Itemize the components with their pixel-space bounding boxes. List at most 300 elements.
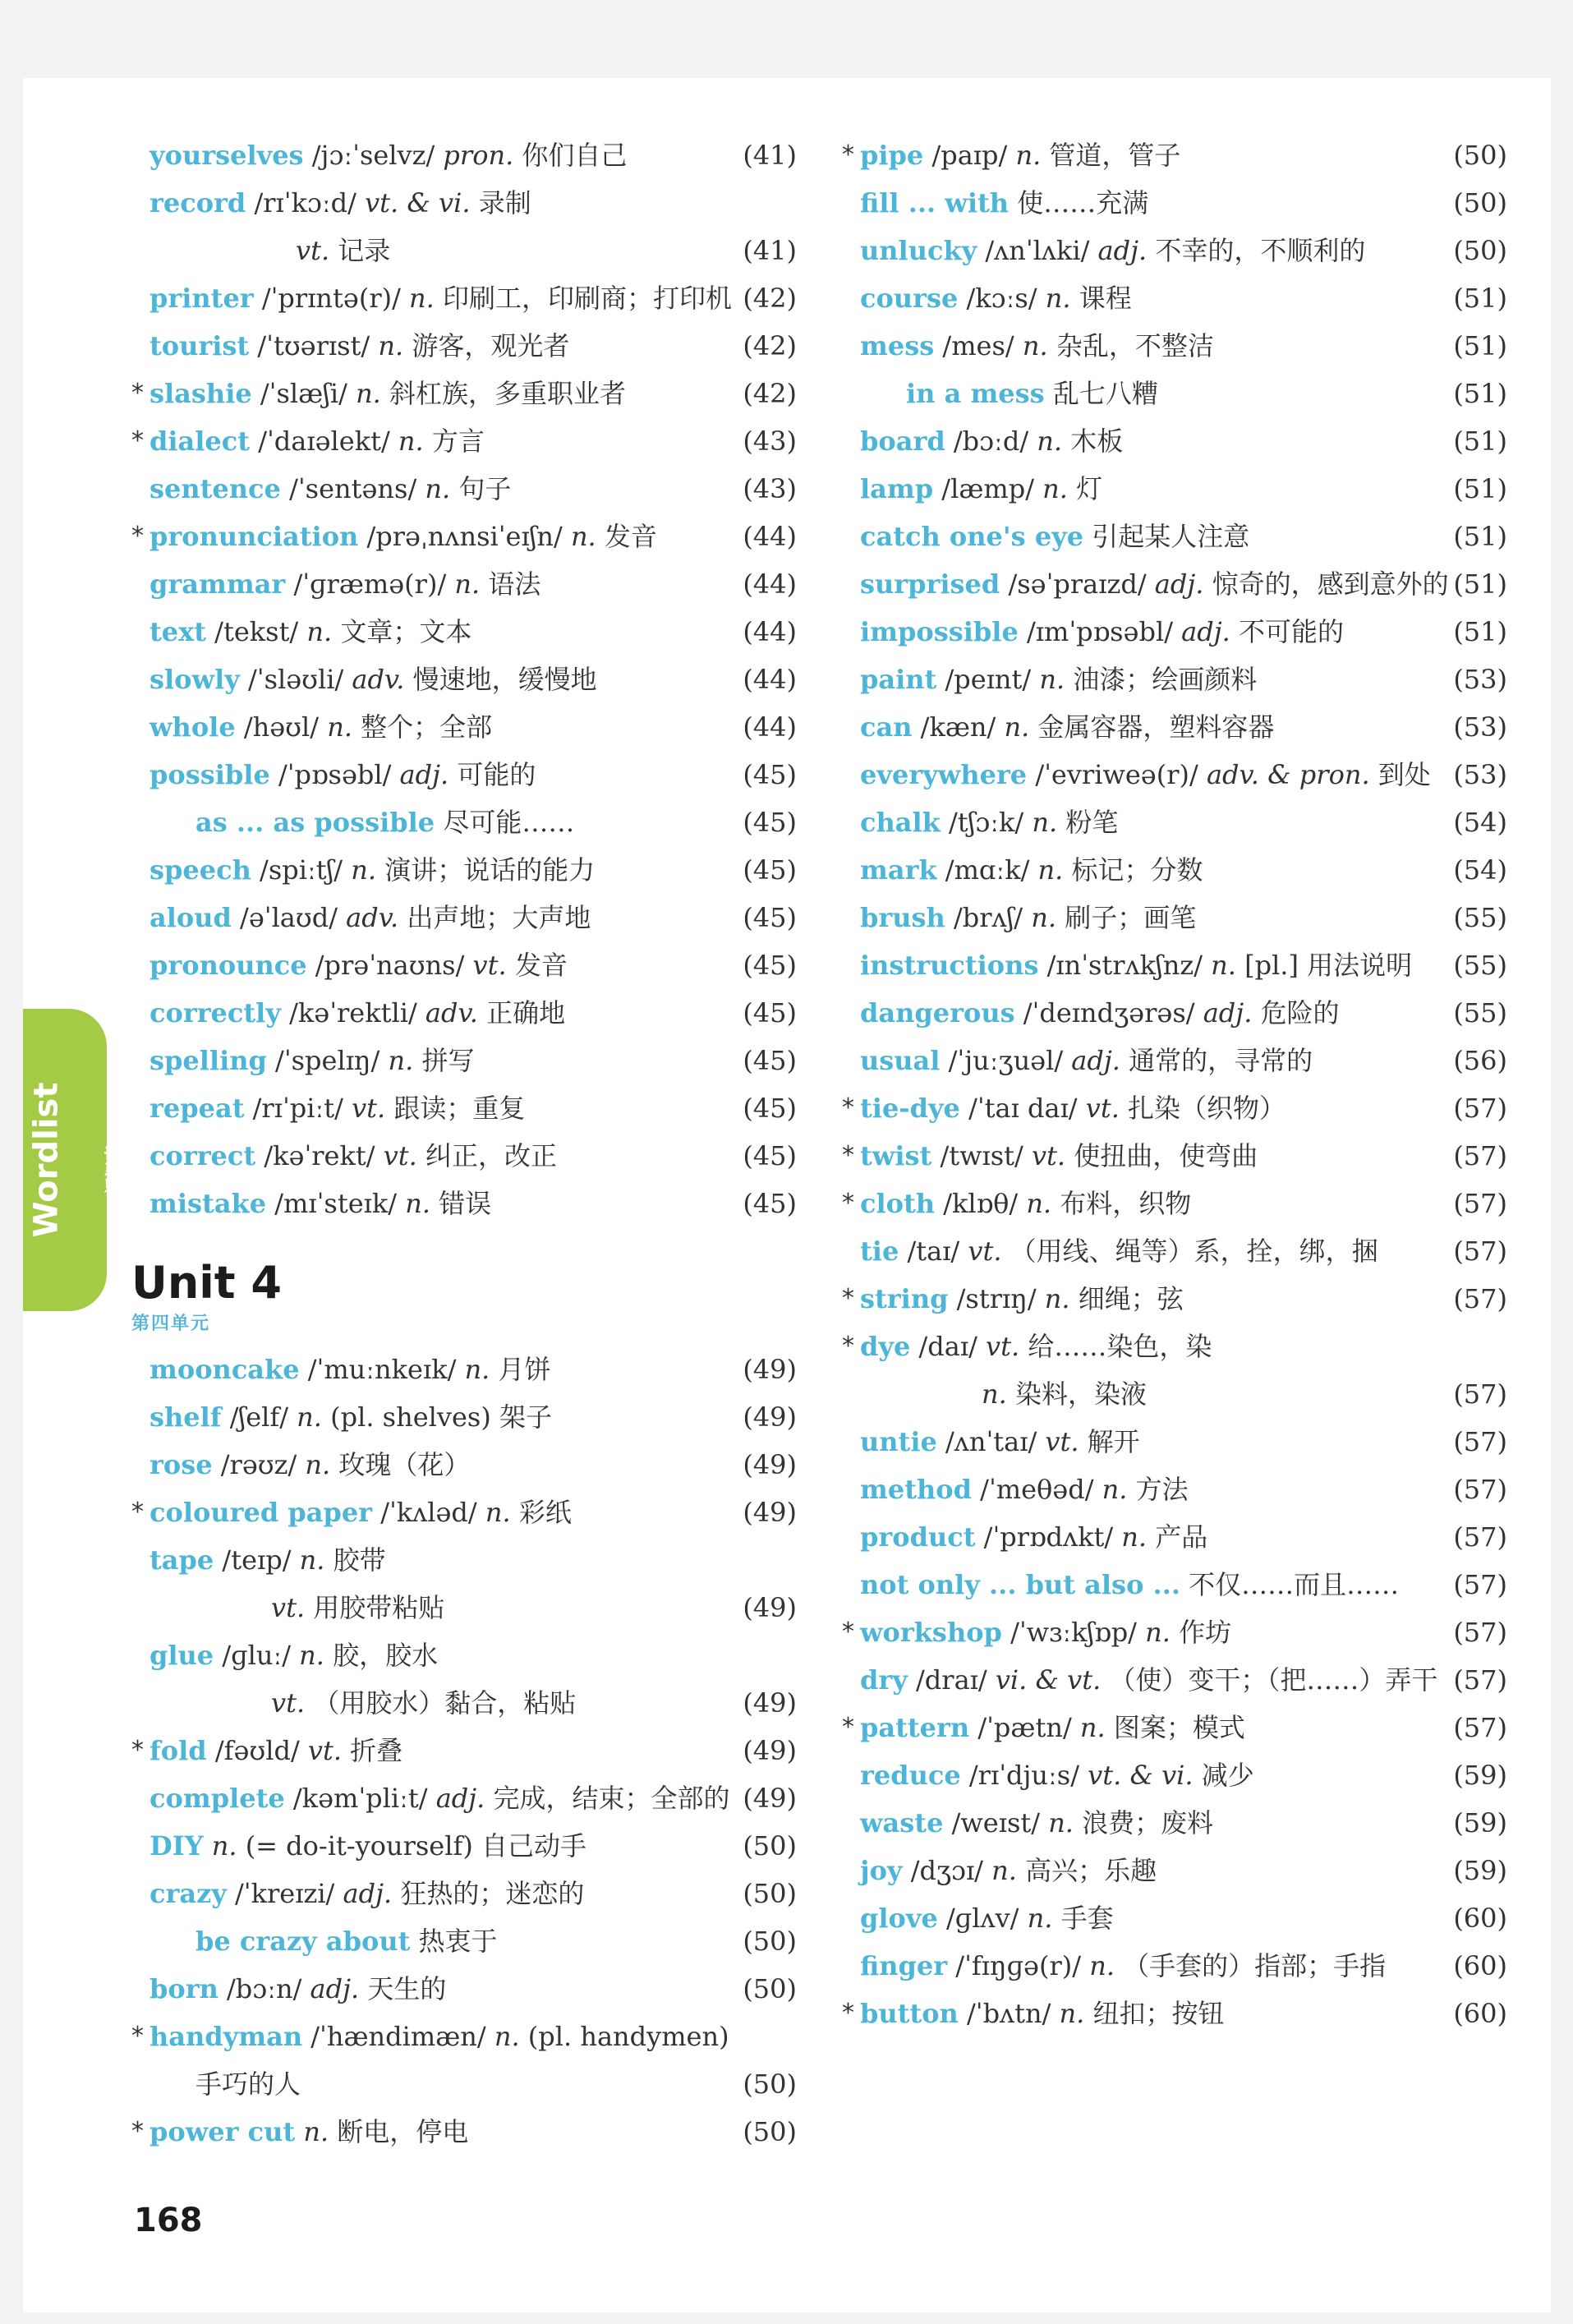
part-of-speech: vt. — [986, 1331, 1020, 1362]
part-of-speech: vt. — [1031, 1140, 1066, 1171]
headword: twist — [860, 1140, 932, 1171]
word-entry — [131, 2013, 797, 2060]
word-entry — [842, 989, 1507, 1037]
wordlist-section-right — [842, 131, 1507, 2037]
phonetic: /strɪŋ/ — [956, 1283, 1037, 1314]
entry-text — [860, 1275, 1184, 1323]
headword: aloud — [149, 902, 232, 933]
meaning: （用线、绳等）系，拴，绑，捆 — [1010, 1236, 1378, 1267]
phonetic: /ˈmuːnkeɪk/ — [307, 1354, 457, 1385]
page-reference: (55) — [1453, 950, 1507, 981]
phonetic: /ɡluː/ — [222, 1640, 291, 1671]
entry-text — [860, 1990, 1225, 2037]
phonetic: /həʊl/ — [243, 711, 320, 743]
phonetic: /paɪp/ — [931, 140, 1008, 171]
meaning: 慢速地，缓慢地 — [412, 664, 597, 695]
phonetic: /ʃelf/ — [229, 1401, 288, 1433]
page-reference: (45) — [743, 1045, 797, 1076]
entry-text — [860, 941, 1412, 989]
entry-text — [149, 1727, 402, 1774]
word-entry — [131, 798, 797, 846]
meaning: 跟读；重复 — [393, 1093, 526, 1124]
phonetic: /rɪˈdjuːs/ — [968, 1760, 1079, 1791]
entry-text — [860, 1751, 1254, 1799]
word-entry — [131, 656, 797, 703]
part-of-speech: n. — [1022, 330, 1048, 361]
meaning: 句子 — [458, 473, 512, 504]
word-entry — [131, 608, 797, 656]
part-of-speech: n. — [991, 1855, 1017, 1886]
headword: button — [860, 1998, 959, 2029]
word-entry — [131, 1180, 797, 1227]
headword: lamp — [860, 473, 934, 504]
entry-text — [149, 656, 597, 703]
word-entry — [842, 703, 1507, 751]
entry-text — [149, 1489, 572, 1536]
meaning: 发音 — [514, 950, 568, 981]
meaning: 灯 — [1076, 473, 1103, 504]
side-tab-label: Wordlist — [27, 1082, 66, 1238]
entry-text — [860, 1942, 1386, 1990]
phonetic: /rɪˈpiːt/ — [252, 1093, 343, 1124]
meaning: [pl.] 用法说明 — [1244, 950, 1413, 981]
word-entry — [842, 227, 1507, 274]
page-reference: (53) — [1453, 759, 1507, 790]
headword: surprised — [860, 568, 1000, 600]
entry-text — [149, 1346, 551, 1393]
word-entry — [131, 1132, 797, 1180]
unit-subheading: 第四单元 — [131, 1314, 211, 1334]
headword: cloth — [860, 1188, 936, 1219]
headword: tourist — [149, 330, 250, 361]
page-reference: (54) — [1453, 854, 1507, 886]
page-reference: (41) — [743, 140, 797, 171]
meaning: 刷子；画笔 — [1065, 902, 1197, 933]
meaning: 可能的 — [457, 759, 536, 790]
phonetic: /bɔːn/ — [227, 1973, 302, 2004]
page-reference: (49) — [743, 1497, 797, 1528]
headword: everywhere — [860, 759, 1028, 790]
part-of-speech: n. — [1121, 1521, 1148, 1553]
meaning: 惊奇的，感到意外的 — [1212, 568, 1449, 600]
page-reference: (50) — [1453, 187, 1507, 219]
entry-text — [860, 1561, 1399, 1608]
word-entry — [842, 179, 1507, 227]
word-entry — [131, 227, 797, 274]
page-reference: (45) — [743, 1188, 797, 1219]
word-entry — [131, 703, 797, 751]
optional-word-marker: * — [131, 2022, 144, 2050]
entry-text — [860, 1513, 1207, 1561]
page-reference: (55) — [1453, 997, 1507, 1029]
page-reference: (44) — [743, 711, 797, 743]
word-entry — [842, 1608, 1507, 1656]
page-reference: (49) — [743, 1735, 797, 1766]
phonetic: /taɪ/ — [907, 1236, 960, 1267]
entry-text — [149, 846, 595, 894]
headword: pattern — [860, 1712, 970, 1743]
page-reference: (59) — [1453, 1760, 1507, 1791]
phonetic: /daɪ/ — [918, 1331, 977, 1362]
entry-text — [149, 608, 471, 656]
part-of-speech: n. — [1039, 664, 1065, 695]
meaning: 不幸的，不顺利的 — [1155, 235, 1366, 266]
optional-word-marker: * — [842, 1189, 854, 1217]
meaning: 不可能的 — [1238, 616, 1344, 647]
part-of-speech: adj. — [1203, 997, 1253, 1029]
wordlist-side-tab — [23, 1009, 123, 1311]
word-entry — [842, 1132, 1507, 1180]
headword: usual — [860, 1045, 941, 1076]
meaning: 手套 — [1060, 1903, 1114, 1934]
part-of-speech: n. — [1211, 950, 1236, 981]
page-reference: (51) — [1453, 378, 1507, 409]
headword: not only ... but also ... — [860, 1569, 1180, 1600]
headword: product — [860, 1521, 976, 1553]
part-of-speech: adv. & pron. — [1206, 759, 1370, 790]
meaning: 纽扣；按钮 — [1092, 1998, 1225, 2029]
phonetic: /brʌʃ/ — [953, 902, 1023, 933]
phonetic: /rəʊz/ — [220, 1449, 297, 1480]
entry-text — [149, 894, 591, 941]
part-of-speech: adj. — [310, 1973, 360, 2004]
meaning: 引起某人注意 — [1092, 521, 1250, 552]
headword: slashie — [149, 378, 252, 409]
phonetic: /fəʊld/ — [214, 1735, 300, 1766]
meaning: 浪费；废料 — [1082, 1807, 1214, 1838]
page-reference: (57) — [1453, 1664, 1507, 1696]
entry-text — [860, 179, 1148, 227]
page-reference: (51) — [1453, 616, 1507, 647]
entry-text — [149, 941, 568, 989]
headword: coloured paper — [149, 1497, 373, 1528]
word-entry — [842, 894, 1507, 941]
word-entry — [131, 322, 797, 370]
page-reference: (50) — [1453, 140, 1507, 171]
entry-text — [860, 1227, 1378, 1275]
entry-text — [149, 1441, 470, 1489]
word-entry — [842, 1227, 1507, 1275]
entry-text — [149, 465, 511, 513]
entry-text — [149, 1870, 584, 1917]
meaning: 狂热的；迷恋的 — [400, 1878, 585, 1909]
meaning: 减少 — [1201, 1760, 1254, 1791]
word-entry — [842, 751, 1507, 798]
word-entry — [842, 1370, 1507, 1418]
entry-text — [149, 274, 732, 322]
part-of-speech: n. — [494, 2021, 520, 2052]
part-of-speech: n. — [1079, 1712, 1106, 1743]
meaning: 纠正，改正 — [425, 1140, 557, 1171]
part-of-speech: n. — [327, 711, 352, 743]
headword: speech — [149, 854, 251, 886]
headword: complete — [149, 1783, 285, 1814]
word-entry — [842, 608, 1507, 656]
part-of-speech: adj. — [435, 1783, 485, 1814]
meaning: (= do-it-yourself) 自己动手 — [245, 1830, 586, 1862]
entry-text — [860, 1323, 1212, 1370]
page-reference: (45) — [743, 997, 797, 1029]
phonetic: /ˈkreɪzi/ — [235, 1878, 335, 1909]
entry-text — [860, 1180, 1191, 1227]
part-of-speech: n. — [454, 568, 481, 600]
part-of-speech: n. — [1102, 1474, 1128, 1505]
phonetic: /kæn/ — [920, 711, 996, 743]
phonetic: /twɪst/ — [940, 1140, 1023, 1171]
optional-word-marker: * — [842, 140, 854, 169]
entry-text — [860, 1656, 1437, 1704]
right-column — [842, 131, 1507, 2037]
part-of-speech: adv. — [352, 664, 405, 695]
word-entry — [842, 1084, 1507, 1132]
entry-text — [860, 703, 1274, 751]
part-of-speech: n. — [1044, 1283, 1070, 1314]
part-of-speech: n. — [485, 1497, 511, 1528]
phonetic: /ˈdeɪndʒərəs/ — [1023, 997, 1195, 1029]
headword: dye — [860, 1331, 911, 1362]
page-reference: (57) — [1453, 1569, 1507, 1600]
entry-text — [860, 1132, 1258, 1180]
optional-word-marker: * — [131, 1498, 144, 1526]
page-reference: (45) — [743, 807, 797, 838]
word-entry — [131, 1584, 797, 1631]
word-entry — [842, 370, 1507, 417]
meaning: 细绳；弦 — [1078, 1283, 1184, 1314]
entry-text — [860, 1466, 1189, 1513]
meaning: 胶带 — [333, 1544, 386, 1576]
word-entry — [131, 1870, 797, 1917]
part-of-speech: n. — [1004, 711, 1030, 743]
page-reference: (50) — [743, 1830, 797, 1862]
entry-text — [149, 322, 569, 370]
part-of-speech: adj. — [1071, 1045, 1120, 1076]
word-entry — [131, 131, 797, 179]
phonetic: /weɪst/ — [951, 1807, 1041, 1838]
part-of-speech: vt. — [1085, 1093, 1120, 1124]
part-of-speech: n. — [1015, 140, 1042, 171]
meaning: 乱七八糟 — [1052, 378, 1158, 409]
word-entry — [842, 1751, 1507, 1799]
meaning: (pl. handymen) — [527, 2021, 729, 2052]
headword: mark — [860, 854, 937, 886]
part-of-speech: vt. — [968, 1236, 1002, 1267]
headword: mistake — [149, 1188, 267, 1219]
wordlist-section-unit3 — [131, 131, 797, 1227]
entry-text — [860, 417, 1123, 465]
entry-text — [860, 131, 1180, 179]
meaning: 到处 — [1378, 759, 1431, 790]
entry-text — [149, 2108, 468, 2156]
meaning: 月饼 — [498, 1354, 551, 1385]
part-of-speech: n. — [1042, 473, 1068, 504]
entry-text — [860, 513, 1249, 560]
entry-text — [195, 798, 574, 846]
entry-text — [860, 1704, 1245, 1751]
phonetic: /ˈɡræmə(r)/ — [293, 568, 447, 600]
phonetic: /teɪp/ — [222, 1544, 292, 1576]
headword: record — [149, 187, 246, 219]
optional-word-marker: * — [131, 2117, 144, 2146]
meaning: 热衷于 — [418, 1926, 498, 1957]
left-column — [131, 131, 797, 2156]
page-reference: (50) — [743, 1973, 797, 2004]
part-of-speech: n. — [299, 1544, 325, 1576]
meaning: 扎染（织物） — [1128, 1093, 1286, 1124]
page-reference: (56) — [1453, 1045, 1507, 1076]
entry-text — [860, 227, 1365, 274]
word-entry — [842, 941, 1507, 989]
page-reference: (57) — [1453, 1378, 1507, 1410]
meaning: 录制 — [478, 187, 531, 219]
headword: unlucky — [860, 235, 977, 266]
word-entry — [842, 1847, 1507, 1894]
phonetic: /ˈwɜːkʃɒp/ — [1010, 1617, 1137, 1648]
phonetic: /ˈmeθəd/ — [980, 1474, 1094, 1505]
page-reference: (49) — [743, 1401, 797, 1433]
headword: spelling — [149, 1045, 267, 1076]
page-reference: (49) — [743, 1592, 797, 1623]
entry-text — [149, 560, 540, 608]
part-of-speech: n. — [1045, 283, 1071, 314]
phonetic: /prəˈnaʊns/ — [315, 950, 465, 981]
headword: pronounce — [149, 950, 307, 981]
meaning: （用胶水）黏合，粘贴 — [313, 1687, 577, 1719]
entry-text — [860, 751, 1431, 798]
meaning: 高兴；乐趣 — [1025, 1855, 1157, 1886]
page-reference: (59) — [1453, 1807, 1507, 1838]
word-entry — [131, 1037, 797, 1084]
word-entry — [131, 179, 797, 227]
entry-text — [860, 846, 1203, 894]
part-of-speech: vt. — [352, 1093, 386, 1124]
headword: pronunciation — [149, 521, 359, 552]
entry-text — [149, 1965, 446, 2013]
phonetic: /ˈkʌləd/ — [380, 1497, 477, 1528]
phonetic: /mɑːk/ — [945, 854, 1030, 886]
word-entry — [842, 1704, 1507, 1751]
headword: mooncake — [149, 1354, 300, 1385]
headword: correctly — [149, 997, 281, 1029]
word-entry — [131, 1536, 797, 1584]
entry-text — [149, 1774, 730, 1822]
part-of-speech: n. — [388, 1045, 414, 1076]
part-of-speech: n. — [982, 1378, 1007, 1410]
phonetic: /spiːtʃ/ — [260, 854, 343, 886]
word-entry — [842, 560, 1507, 608]
meaning: 整个；全部 — [361, 711, 493, 743]
meaning: 游客，观光者 — [412, 330, 570, 361]
page-reference: (60) — [1453, 1998, 1507, 2029]
part-of-speech: vt. & vi. — [1088, 1760, 1194, 1791]
headword: waste — [860, 1807, 944, 1838]
page-reference: (50) — [743, 1926, 797, 1957]
phonetic: /ˈprɪntə(r)/ — [261, 283, 401, 314]
meaning: （使）变干；（把……）弄干 — [1109, 1664, 1438, 1696]
part-of-speech: n. — [1032, 807, 1058, 838]
headword: crazy — [149, 1878, 227, 1909]
word-entry — [842, 1942, 1507, 1990]
optional-word-marker: * — [842, 1284, 854, 1313]
meaning: 错误 — [439, 1188, 492, 1219]
meaning: 布料，织物 — [1060, 1188, 1192, 1219]
meaning: 天生的 — [367, 1973, 447, 2004]
meaning: 杂乱，不整洁 — [1056, 330, 1214, 361]
optional-word-marker: * — [842, 1093, 854, 1122]
headword: string — [860, 1283, 949, 1314]
word-entry — [842, 513, 1507, 560]
word-entry — [131, 1631, 797, 1679]
page-reference: (50) — [743, 2116, 797, 2147]
part-of-speech: n. — [378, 330, 404, 361]
headword: text — [149, 616, 206, 647]
phonetic: /ˈprɒdʌkt/ — [983, 1521, 1114, 1553]
entry-text — [149, 513, 657, 560]
part-of-speech: adv. — [425, 997, 478, 1029]
part-of-speech: n. — [1026, 1188, 1052, 1219]
part-of-speech: n. — [1027, 1903, 1053, 1934]
page-reference: (60) — [1453, 1950, 1507, 1981]
entry-text — [149, 1631, 438, 1679]
word-entry — [131, 1822, 797, 1870]
part-of-speech: n. — [1031, 902, 1057, 933]
word-entry — [131, 1441, 797, 1489]
headword: possible — [149, 759, 270, 790]
page-reference: (51) — [1453, 330, 1507, 361]
headword: method — [860, 1474, 972, 1505]
phonetic: /tʃɔːk/ — [948, 807, 1024, 838]
word-entry — [131, 1965, 797, 2013]
part-of-speech: n. — [1145, 1617, 1171, 1648]
page-reference: (42) — [743, 378, 797, 409]
entry-text — [271, 1679, 576, 1727]
meaning: 完成，结束；全部的 — [493, 1783, 730, 1814]
phonetic: /tekst/ — [214, 616, 299, 647]
part-of-speech: n. — [356, 378, 381, 409]
page-reference: (57) — [1453, 1093, 1507, 1124]
headword: chalk — [860, 807, 941, 838]
phonetic: /draɪ/ — [916, 1664, 987, 1696]
headword: repeat — [149, 1093, 245, 1124]
part-of-speech: n. — [570, 521, 596, 552]
phonetic: /rɪˈkɔːd/ — [254, 187, 356, 219]
entry-text — [149, 703, 492, 751]
meaning: 使……充满 — [1017, 187, 1149, 219]
headword: mess — [860, 330, 935, 361]
part-of-speech: n. — [398, 426, 424, 457]
page-reference: (45) — [743, 950, 797, 981]
headword: tape — [149, 1544, 214, 1576]
phonetic: /ˈdaɪəlekt/ — [258, 426, 390, 457]
word-entry — [131, 1774, 797, 1822]
entry-text — [860, 1037, 1313, 1084]
phonetic: /ˈslæʃi/ — [260, 378, 347, 409]
word-entry — [842, 846, 1507, 894]
phonetic: /peɪnt/ — [945, 664, 1032, 695]
meaning: 管道，管子 — [1049, 140, 1181, 171]
part-of-speech: vt. — [472, 950, 507, 981]
word-entry — [842, 1656, 1507, 1704]
meaning: 正确地 — [486, 997, 566, 1029]
page-reference: (44) — [743, 521, 797, 552]
word-entry — [842, 1323, 1507, 1370]
headword: pipe — [860, 140, 924, 171]
entry-text — [149, 179, 531, 227]
optional-word-marker: * — [131, 379, 144, 407]
headword: glove — [860, 1903, 938, 1934]
entry-text — [149, 1180, 491, 1227]
unit-heading: Unit 4 — [131, 1257, 282, 1309]
part-of-speech: adj. — [1154, 568, 1204, 600]
